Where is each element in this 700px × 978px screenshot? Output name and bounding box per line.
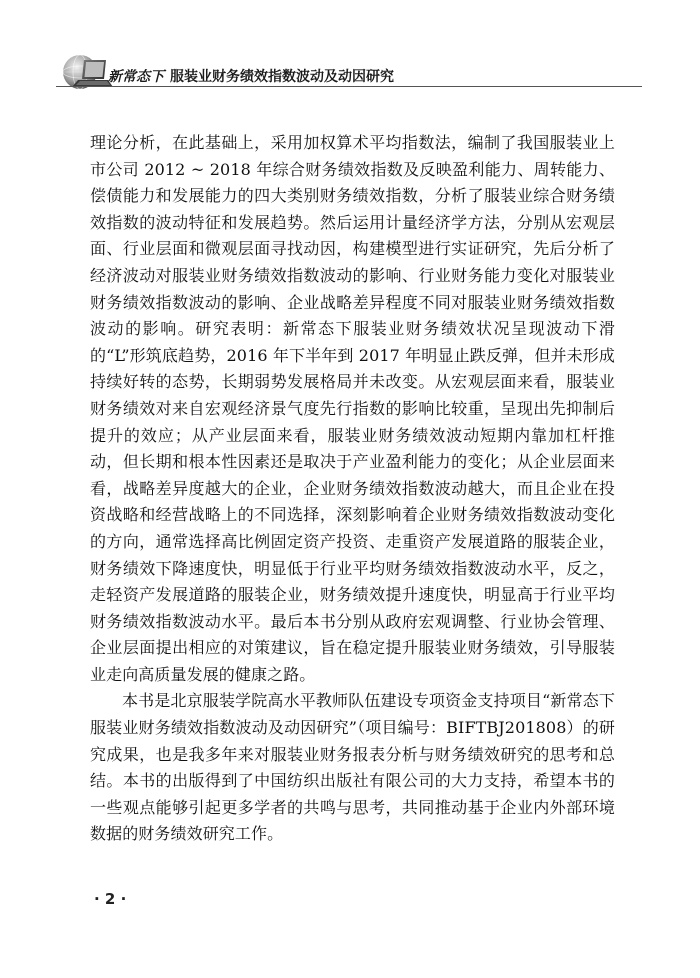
paragraph-2: 本书是北京服装学院高水平教师队伍建设专项资金支持项目“新常态下服装业财务绩效指数波动及动因研究”（项目编号：BIFTBJ201808）的研究成果，也是我多年来对服装业财务报表分析与财务绩效研究的思考和总结。本书的出版得到了中国纺织出版社有限公司的大力支持，希望本书的一些观点能够引起更多学者的共鸣与思考，共同推动基于企业内外部环境数据的财务绩效研究工作。 bbox=[90, 691, 615, 844]
page-number: · 2 · bbox=[94, 890, 127, 908]
paragraph-1: 理论分析，在此基础上，采用加权算术平均指数法，编制了我国服装业上市公司 2012 ~ 2018 年综合财务绩效指数及反映盈利能力、周转能力、偿债能力和发展能力的四大类别财务绩效指数，分析了服装业综合财务绩效指数的波动特征和发展趋势。然后运用计量经济学方法，分别从宏观层面、行业层面和微观层面寻找动因，构建模型进行实证研究，先后分析了经济波动对服装业财务绩效指数波动的影响、行业财务能力变化对服装业财务绩效指数波动的影响、企业战略差异程度不同对服装业财务绩效指数波动的影响。研究表明：新常态下服装业财务绩效状况呈现波动下滑的“L”形筑底趋势，2016 年下半年到 2017 年明显止跌反弹，但并未形成持续好转的态势，长期弱势发展格局并未改变。从宏观层面来看，服装业财务绩效对来自宏观经济景气度先行指数的影响比较重，呈现出先抑制后提升的效应；从产业层面来看，服装业财务绩效波动短期内靠加杠杆推动，但长期和根本性因素还是取决于产业盈利能力的变化；从企业层面来看，战略差异度越大的企业，企业财务绩效指数波动越大，而且企业在投资战略和经营战略上的不同选择，深刻影响着企业财务绩效指数波动变化的方向，通常选择高比例固定资产投资、走重资产发展道路的服装企业，财务绩效下降速度快，明显低于行业平均财务绩效指数波动水平，反之，走轻资产发展道路的服装企业，财务绩效提升速度快，明显高于行业平均财务绩效指数波动水平。最后本书分别从政府宏观调整、行业协会管理、企业层面提出相应的对策建议，旨在稳定提升服装业财务绩效，引导服装业走向高质量发展的健康之路。 bbox=[90, 133, 615, 684]
body-text bbox=[90, 130, 615, 848]
header-book-title: 服装业财务绩效指数波动及动因研究 bbox=[170, 69, 394, 85]
header-series-title: 新常态下 bbox=[108, 69, 164, 85]
header-title bbox=[108, 66, 394, 86]
header-divider bbox=[56, 86, 642, 87]
running-header bbox=[58, 46, 658, 96]
